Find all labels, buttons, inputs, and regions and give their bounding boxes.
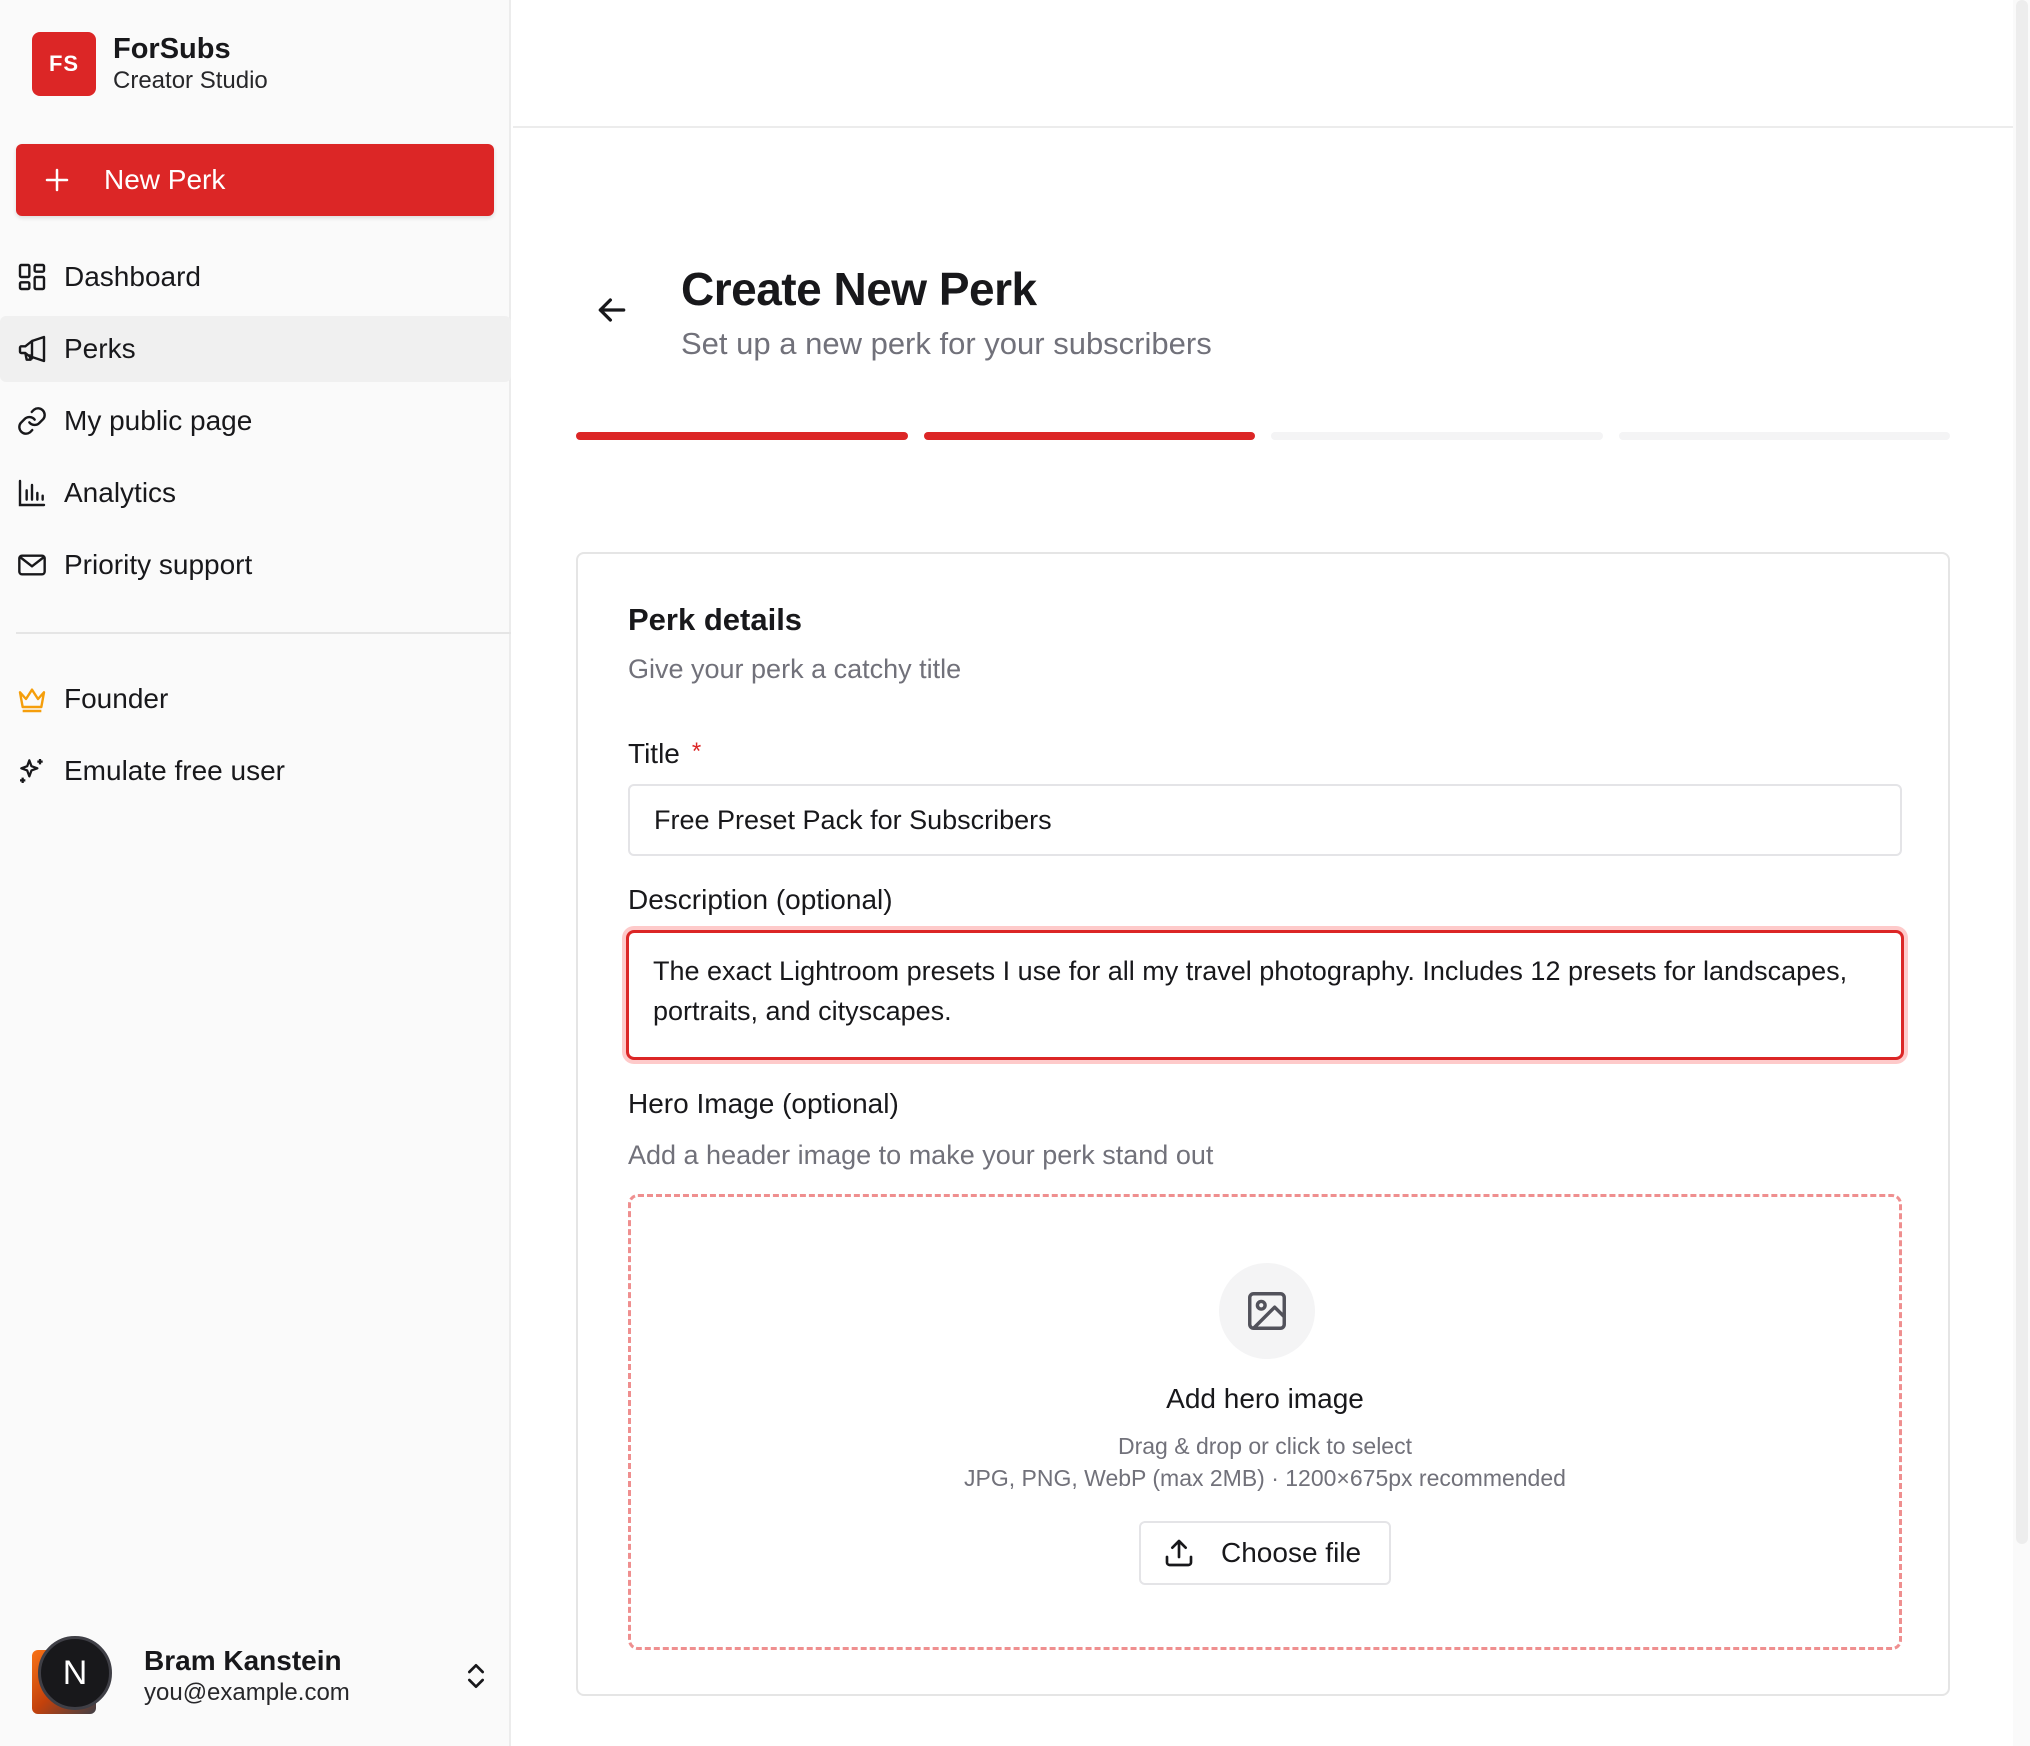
title-input[interactable]: [628, 784, 1902, 856]
description-textarea[interactable]: [626, 930, 1904, 1060]
sidebar-item-label: Emulate free user: [64, 755, 285, 786]
hero-image-dropzone[interactable]: [628, 1194, 1902, 1650]
primary-nav: [0, 244, 511, 604]
step-progress: [576, 432, 1950, 440]
sidebar-item-priority-support[interactable]: [0, 532, 511, 598]
choose-file-label: Choose file: [1221, 1537, 1362, 1568]
sparkles-icon: [16, 755, 48, 787]
sidebar-item-label: Perks: [64, 333, 136, 364]
section-title: Perk details: [628, 602, 803, 637]
dashboard-icon: [16, 261, 48, 293]
hero-image-label: Hero Image (optional): [628, 1088, 899, 1119]
step-indicator: [1271, 432, 1603, 440]
step-indicator: [1619, 432, 1951, 440]
sidebar-item-label: Dashboard: [64, 261, 201, 292]
dropzone-spec: JPG, PNG, WebP (max 2MB) · 1200×675px recommended: [964, 1465, 1566, 1491]
description-value: The exact Lightroom presets I use for all my travel photography. Includes 12 presets for landscapes, portraits, and cityscapes.: [653, 956, 1848, 1026]
required-mark: *: [691, 738, 702, 765]
sidebar-item-emulate-free-user[interactable]: [0, 738, 511, 804]
brand-logo: FS: [32, 32, 96, 96]
user-menu[interactable]: [32, 1636, 492, 1716]
new-perk-label: New Perk: [104, 164, 226, 195]
step-indicator: [576, 432, 908, 440]
crown-icon: [16, 683, 48, 715]
sidebar-item-label: Analytics: [64, 477, 177, 508]
sidebar-item-label: Founder: [64, 683, 169, 714]
section-subtitle: Give your perk a catchy title: [628, 654, 962, 684]
scrollbar-thumb[interactable]: [2016, 0, 2028, 1544]
sidebar-divider: [16, 632, 511, 634]
sidebar-item-founder[interactable]: [0, 666, 511, 732]
perk-details-card: [576, 552, 1950, 1696]
brand-subtitle: Creator Studio: [113, 67, 268, 94]
title-label: Title *: [628, 738, 702, 769]
new-perk-button[interactable]: [16, 144, 494, 216]
back-arrow-icon[interactable]: [592, 290, 632, 330]
sidebar-item-label: Priority support: [64, 549, 253, 580]
hero-image-subtitle: Add a header image to make your perk stand out: [628, 1140, 1214, 1170]
dropzone-title: Add hero image: [1166, 1383, 1364, 1414]
avatar-initial: N: [38, 1636, 112, 1710]
link-icon: [16, 405, 48, 437]
upload-icon: [1163, 1537, 1195, 1569]
user-name: Bram Kanstein: [144, 1645, 342, 1676]
scrollbar[interactable]: [2013, 0, 2030, 1746]
title-input-value: Free Preset Pack for Subscribers: [654, 804, 1052, 835]
image-icon: [1244, 1288, 1290, 1334]
avatar: [32, 1636, 112, 1716]
brand-name: ForSubs: [113, 33, 231, 65]
plus-icon: [42, 165, 72, 195]
page-subtitle: Set up a new perk for your subscribers: [681, 326, 1212, 361]
sidebar-item-dashboard[interactable]: [0, 244, 511, 310]
choose-file-button[interactable]: [1139, 1521, 1391, 1585]
image-icon-wrap: [1219, 1263, 1315, 1359]
secondary-nav: [0, 666, 511, 810]
top-bar: [513, 0, 2013, 128]
brand[interactable]: [32, 32, 268, 96]
sidebar: [0, 0, 511, 1746]
user-email: you@example.com: [144, 1679, 350, 1706]
megaphone-icon: [16, 333, 48, 365]
page-title: Create New Perk: [681, 263, 1037, 315]
dropzone-hint: Drag & drop or click to select: [1117, 1433, 1412, 1459]
sidebar-item-public-page[interactable]: [0, 388, 511, 454]
sidebar-item-perks[interactable]: [0, 316, 511, 382]
bar-chart-icon: [16, 477, 48, 509]
sidebar-item-label: My public page: [64, 405, 253, 436]
mail-icon: [16, 549, 48, 581]
chevrons-up-down-icon[interactable]: [460, 1660, 492, 1692]
sidebar-item-analytics[interactable]: [0, 460, 511, 526]
step-indicator: [924, 432, 1256, 440]
description-label: Description (optional): [628, 884, 893, 915]
